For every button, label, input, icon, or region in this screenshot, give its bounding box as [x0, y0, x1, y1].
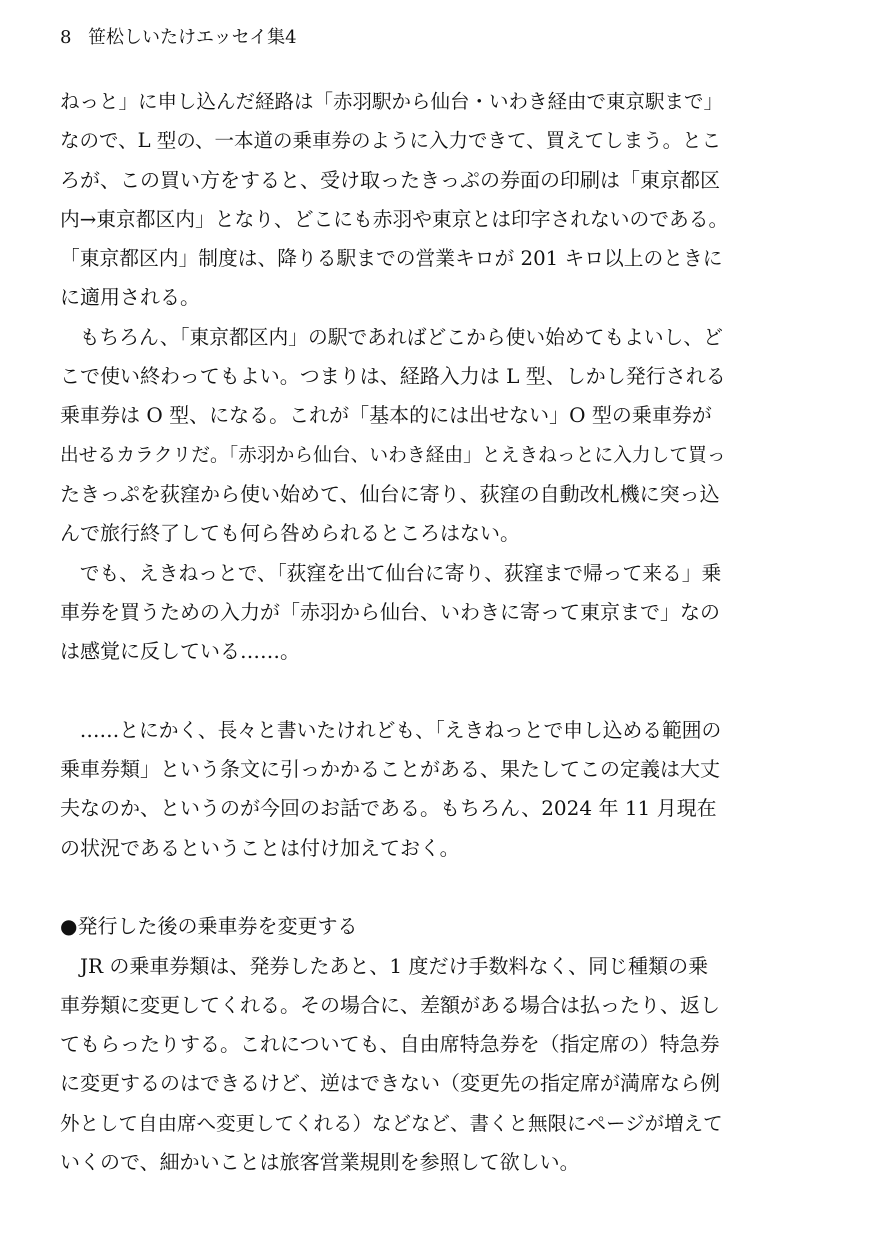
text-line: でも、えきねっとで、「荻窪を出て仙台に寄り、荻窪まで帰って来る」乗 [60, 561, 722, 585]
running-header [60, 26, 297, 50]
section-heading: ●発行した後の乗車券を変更する [60, 914, 358, 939]
text-line: てもらったりする。これについても、自由席特急券を（指定席の）特急券 [60, 1032, 720, 1057]
text-line: ろが、この買い方をすると、受け取ったきっぷの券面の印刷は「東京都区 [60, 167, 720, 192]
text-line: ねっと」に申し込んだ経路は「赤羽駅から仙台・いわき経由で東京駅まで」 [60, 90, 724, 113]
text-line: 内→東京都区内」となり、どこにも赤羽や東京とは印字されないのである。 [60, 207, 729, 231]
text-line: 出せるカラクリだ。「赤羽から仙台、いわき経由」とえきねっとに入力して買っ [60, 444, 726, 466]
text-line: に変更するのはできるけど、逆はできない（変更先の指定席が満席なら例 [60, 1071, 720, 1096]
blank-line [60, 868, 728, 907]
text-line: こで使い終わってもよい。つまりは、経路入力は L 型、しかし発行される [60, 364, 726, 389]
text-line: んで旅行終了しても何ら咎められるところはない。 [60, 521, 520, 546]
text-line: は感覚に反している……。 [60, 639, 300, 664]
text-line: いくので、細かいことは旅客営業規則を参照して欲しい。 [60, 1150, 580, 1175]
text-line: 「東京都区内」制度は、降りる駅までの営業キロが 201 キロ以上のときに [60, 247, 723, 271]
text-line: 車券を買うための入力が「赤羽から仙台、いわきに寄って東京まで」なの [60, 599, 720, 624]
text-line: 車券類に変更してくれる。その場合に、差額がある場合は払ったり、返し [60, 992, 720, 1017]
text-line: たきっぷを荻窪から使い始めて、仙台に寄り、荻窪の自動改札機に突っ込 [60, 481, 720, 506]
running-title: 笹松しいたけエッセイ集4 [88, 27, 297, 48]
text-line: JR の乗車券類は、発券したあと、1 度だけ手数料なく、同じ種類の乗 [60, 953, 709, 978]
text-line: 乗車券は O 型、になる。これが「基本的には出せない」O 型の乗車券が [60, 403, 712, 428]
text-line: ……とにかく、長々と書いたけれども、「えきねっとで申し込める範囲の [60, 718, 722, 742]
text-line: の状況であるということは付け加えておく。 [60, 835, 460, 860]
text-line: 外として自由席へ変更してくれる）などなど、書くと無限にページが増えて [60, 1111, 723, 1135]
text-line: もちろん、「東京都区内」の駅であればどこから使い始めてもよいし、ど [60, 325, 723, 349]
essay-body [60, 82, 728, 1182]
text-line: に適用される。 [60, 285, 200, 310]
text-line: 乗車券類」という条文に引っかかることがある、果たしてこの定義は大丈 [60, 757, 720, 782]
text-line: なので、L 型の、一本道の乗車券のように入力できて、買えてしまう。とこ [60, 129, 722, 153]
page-number: 8 [60, 27, 72, 48]
text-line: 夫なのか、というのが今回のお話である。もちろん、2024 年 11 月現在 [60, 796, 717, 821]
blank-line [60, 671, 728, 710]
